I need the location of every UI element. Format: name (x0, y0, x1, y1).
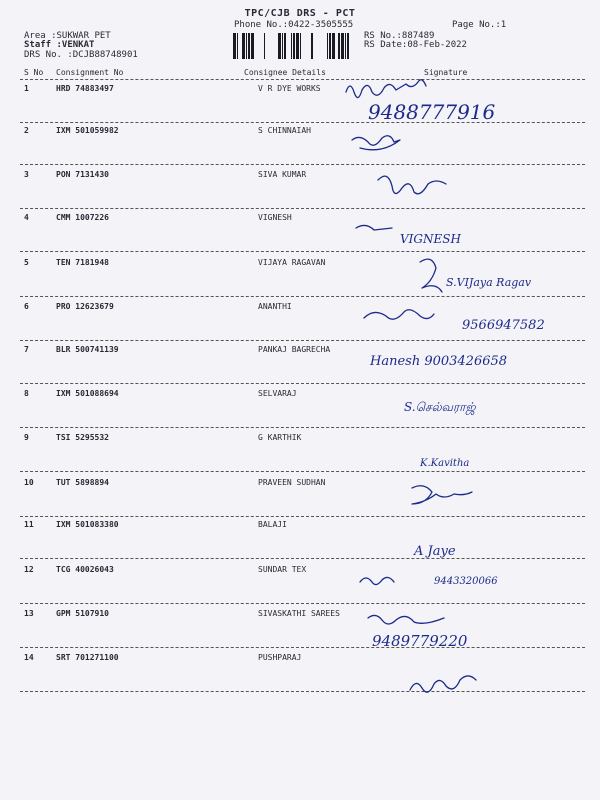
row-divider (20, 558, 585, 559)
barcode-bar (332, 33, 335, 59)
row-consignee: SUNDAR TEX (258, 565, 307, 574)
row-sno: 7 (24, 345, 29, 354)
row-consignment-no: TEN 7181948 (56, 258, 109, 267)
barcode-bar (338, 33, 340, 59)
row-divider (20, 603, 585, 604)
barcode-bar (293, 33, 295, 59)
page-number: Page No.:1 (452, 20, 507, 30)
row-consignment-no: IXM 501083380 (56, 520, 119, 529)
row-sno: 6 (24, 302, 29, 311)
barcode-bar (300, 33, 301, 59)
row-consignee: G KARTHIK (258, 433, 302, 442)
rs-date: RS Date:08-Feb-2022 (364, 40, 467, 50)
row-consignee: SELVARAJ (258, 389, 297, 398)
row-consignment-no: BLR 500741139 (56, 345, 119, 354)
barcode-bar (311, 33, 313, 59)
row-divider (20, 516, 585, 517)
drs-number: DRS No. :DCJB88748901 (24, 50, 138, 60)
row-consignment-no: CMM 1007226 (56, 213, 109, 222)
barcode-bar (251, 33, 254, 59)
barcode-bar (278, 33, 281, 59)
row-divider (20, 164, 585, 165)
row-sno: 4 (24, 213, 29, 222)
row-consignee: VIGNESH (258, 213, 292, 222)
signature-text: 9566947582 (462, 318, 545, 333)
area-label: Area :SUKWAR PET (24, 31, 111, 41)
row-consignment-no: PON 7131430 (56, 170, 109, 179)
row-sno: 1 (24, 84, 29, 93)
signature-scribble (378, 176, 446, 194)
signature-scribble (420, 259, 442, 292)
signature-text: K.Kavitha (420, 458, 470, 469)
row-consignment-no: HRD 74883497 (56, 84, 114, 93)
signature-scribble (346, 80, 426, 98)
barcode-bar (341, 33, 344, 59)
signature-scribble (356, 225, 392, 230)
signature-scribble (360, 577, 394, 584)
row-sno: 3 (24, 170, 29, 179)
row-consignee: PANKAJ BAGRECHA (258, 345, 331, 354)
row-divider (20, 383, 585, 384)
row-divider (20, 340, 585, 341)
row-sno: 8 (24, 389, 29, 398)
barcode-bar (248, 33, 250, 59)
row-consignment-no: SRT 701271100 (56, 653, 119, 662)
row-consignment-no: TUT 5898894 (56, 478, 109, 487)
row-consignee: BALAJI (258, 520, 287, 529)
row-sno: 5 (24, 258, 29, 267)
row-consignee: VIJAYA RAGAVAN (258, 258, 326, 267)
row-divider (20, 647, 585, 648)
signature-text: A Jaye (414, 544, 456, 559)
row-consignee: V R DYE WORKS (258, 84, 321, 93)
signature-scribble (352, 136, 400, 150)
barcode-bar (345, 33, 346, 59)
column-header-signature: Signature (424, 68, 468, 77)
row-consignment-no: IXM 501088694 (56, 389, 119, 398)
barcode-bar (296, 33, 299, 59)
signature-text: S.VIJaya Ragav (446, 276, 532, 289)
signature-scribble (412, 486, 472, 504)
row-sno: 2 (24, 126, 29, 135)
barcode-bar (284, 33, 286, 59)
row-sno: 10 (24, 478, 34, 487)
barcode-bar (327, 33, 328, 59)
signature-scribble (368, 615, 444, 624)
barcode-bar (282, 33, 283, 59)
signature-text: VIGNESH (400, 232, 461, 246)
row-consignment-no: IXM 501059982 (56, 126, 119, 135)
barcode-bar (242, 33, 245, 59)
barcode-bar (233, 33, 236, 59)
row-consignee: SIVASKATHI SAREES (258, 609, 340, 618)
row-divider (20, 251, 585, 252)
column-header-sno: S No (24, 68, 44, 77)
row-divider (20, 296, 585, 297)
row-consignment-no: GPM 5107910 (56, 609, 109, 618)
row-divider (20, 691, 585, 692)
row-consignee: PRAVEEN SUDHAN (258, 478, 326, 487)
signature-text: 9443320066 (434, 576, 498, 587)
row-divider (20, 208, 585, 209)
row-consignment-no: TSI 5295532 (56, 433, 109, 442)
row-consignee: SIVA KUMAR (258, 170, 307, 179)
row-divider (20, 122, 585, 123)
signature-text: Hanesh 9003426658 (370, 354, 508, 369)
signature-text: 9488777916 (368, 100, 496, 124)
row-consignee: ANANTHI (258, 302, 292, 311)
row-consignment-no: PRO 12623679 (56, 302, 114, 311)
header-divider (20, 79, 585, 80)
row-divider (20, 427, 585, 428)
barcode-image (232, 33, 358, 59)
row-consignee: PUSHPARAJ (258, 653, 302, 662)
row-sno: 11 (24, 520, 34, 529)
signature-text: 9489779220 (372, 632, 468, 650)
barcode-bar (347, 33, 349, 59)
row-sno: 9 (24, 433, 29, 442)
signature-text: S.செல்வராஜ் (404, 400, 476, 414)
row-sno: 14 (24, 653, 34, 662)
column-header-consignment: Consignment No (56, 68, 124, 77)
row-sno: 12 (24, 565, 34, 574)
row-sno: 13 (24, 609, 34, 618)
barcode-bar (264, 33, 265, 59)
row-consignment-no: TCG 40026043 (56, 565, 114, 574)
barcode-bar (291, 33, 292, 59)
signature-scribble (364, 310, 434, 319)
barcode-bar (237, 33, 238, 59)
row-divider (20, 471, 585, 472)
document-title: TPC/CJB DRS - PCT (244, 8, 356, 19)
rs-number: RS No.:887489 (364, 31, 435, 41)
signature-scribble (410, 676, 476, 692)
staff-label: Staff :VENKAT (24, 40, 95, 50)
phone-number: Phone No.:0422-3505555 (234, 20, 354, 30)
column-header-consignee: Consignee Details (244, 68, 326, 77)
barcode-bar (329, 33, 331, 59)
row-consignee: S CHINNAIAH (258, 126, 311, 135)
barcode-bar (246, 33, 247, 59)
